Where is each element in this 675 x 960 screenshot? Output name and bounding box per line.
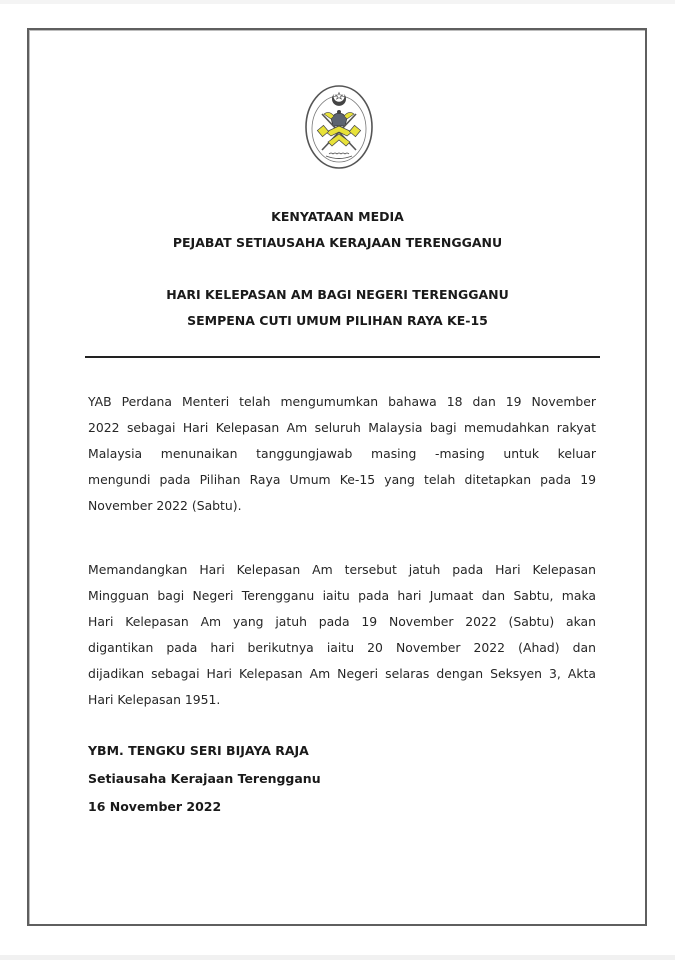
paragraph-line: Mingguan bagi Negeri Terengganu iaitu pada hari Jumaat dan Sabtu, maka xyxy=(88,588,596,603)
body-paragraph-2 xyxy=(88,557,596,713)
paragraph-line: mengundi pada Pilihan Raya Umum Ke-15 yang telah ditetapkan pada 19 xyxy=(88,472,596,487)
image-bottom-edge xyxy=(0,955,675,960)
header-media-statement: KENYATAAN MEDIA xyxy=(271,209,404,224)
title-line-2: SEMPENA CUTI UMUM PILIHAN RAYA KE-15 xyxy=(187,313,488,328)
header-divider xyxy=(85,356,600,358)
signatory-position: Setiausaha Kerajaan Terengganu xyxy=(88,771,321,786)
image-top-edge xyxy=(0,0,675,4)
statement-date: 16 November 2022 xyxy=(88,799,222,814)
title-line-1: HARI KELEPASAN AM BAGI NEGERI TERENGGANU xyxy=(166,287,509,302)
paragraph-line: YAB Perdana Menteri telah mengumumkan bahawa 18 dan 19 November xyxy=(88,394,596,409)
paragraph-line: Hari Kelepasan Am yang jatuh pada 19 November 2022 (Sabtu) akan xyxy=(88,614,596,629)
signatory-name: YBM. TENGKU SERI BIJAYA RAJA xyxy=(88,743,309,758)
terengganu-state-crest-icon xyxy=(304,84,374,170)
paragraph-line: dijadikan sebagai Hari Kelepasan Am Negeri selaras dengan Seksyen 3, Akta xyxy=(88,666,596,681)
paragraph-line: November 2022 (Sabtu). xyxy=(88,498,242,513)
paragraph-line: Hari Kelepasan 1951. xyxy=(88,692,221,707)
paragraph-line: 2022 sebagai Hari Kelepasan Am seluruh Malaysia bagi memudahkan rakyat xyxy=(88,420,596,435)
paragraph-line: Memandangkan Hari Kelepasan Am tersebut jatuh pada Hari Kelepasan xyxy=(88,562,596,577)
body-paragraph-1 xyxy=(88,389,596,519)
header-issuing-office: PEJABAT SETIAUSAHA KERAJAAN TERENGGANU xyxy=(172,235,503,250)
paragraph-line: digantikan pada hari berikutnya iaitu 20 November 2022 (Ahad) dan xyxy=(88,640,596,655)
paragraph-line: Malaysia menunaikan tanggungjawab masing -masing untuk keluar xyxy=(88,446,596,461)
